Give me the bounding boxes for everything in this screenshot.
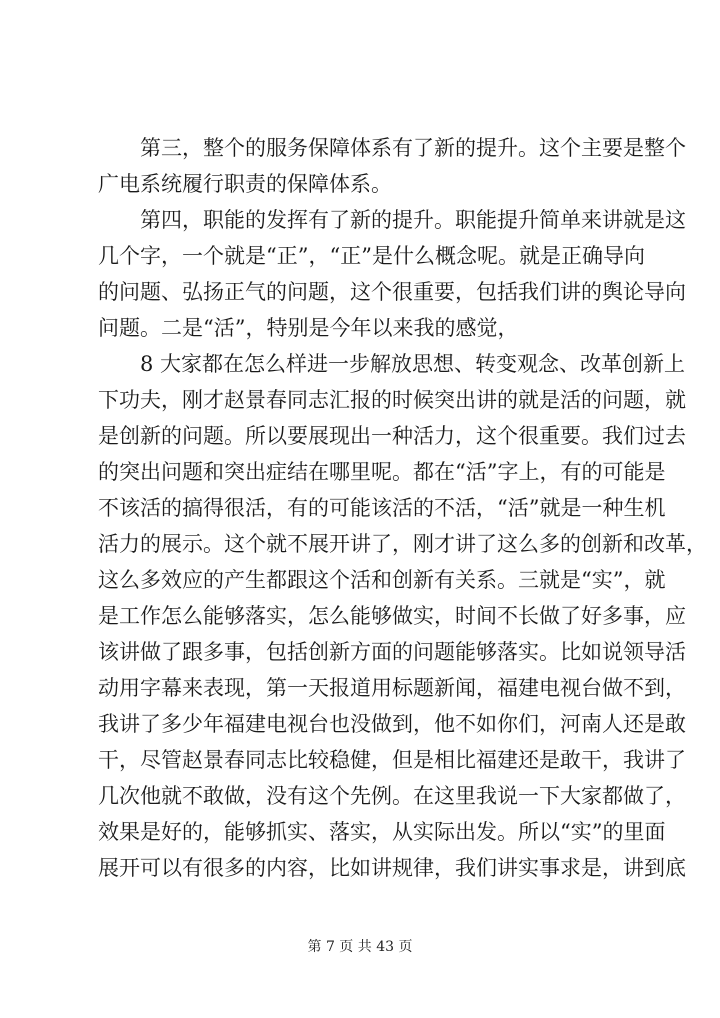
paragraph-line: 问题。二是“活”，特别是今年以来我的感觉， <box>98 316 519 340</box>
paragraph-line: 干，尽管赵景春同志比较稳健，但是相比福建还是敢干，我讲了 <box>98 748 686 772</box>
paragraph-line: 展开可以有很多的内容，比如讲规律，我们讲实事求是，讲到底 <box>98 856 686 880</box>
paragraph-line: 几次他就不敢做，没有这个先例。在这里我说一下大家都做了， <box>98 784 686 808</box>
paragraph-line: 几个字，一个就是“正”，“正”是什么概念呢。就是正确导向 <box>98 244 645 268</box>
paragraph-line: 是工作怎么能够落实，怎么能够做实，时间不长做了好多事，应 <box>98 604 686 628</box>
paragraph-line: 的问题、弘扬正气的问题，这个很重要，包括我们讲的舆论导向 <box>98 280 686 304</box>
paragraph-line: 的突出问题和突出症结在哪里呢。都在“活”字上，有的可能是 <box>98 460 666 484</box>
paragraph-line: 效果是好的，能够抓实、落实，从实际出发。所以“实”的里面 <box>98 820 666 844</box>
paragraph-line: 广电系统履行职责的保障体系。 <box>98 172 392 196</box>
paragraph-line: 动用字幕来表现，第一天报道用标题新闻，福建电视台做不到， <box>98 676 686 700</box>
paragraph-line: 第四，职能的发挥有了新的提升。职能提升简单来讲就是这 <box>140 208 686 232</box>
paragraph-line: 不该活的搞得很活，有的可能该活的不活，“活”就是一种生机 <box>98 496 666 520</box>
paragraph-line: 下功夫，刚才赵景春同志汇报的时候突出讲的就是活的问题，就 <box>98 388 686 412</box>
paragraph-line: 我讲了多少年福建电视台也没做到，他不如你们，河南人还是敢 <box>98 712 686 736</box>
paragraph-line: 第三，整个的服务保障体系有了新的提升。这个主要是整个 <box>140 136 686 160</box>
paragraph-line: 活力的展示。这个就不展开讲了，刚才讲了这么多的创新和改革， <box>98 532 707 556</box>
paragraph-line: 该讲做了跟多事，包括创新方面的问题能够落实。比如说领导活 <box>98 640 686 664</box>
paragraph-line: 8 大家都在怎么样进一步解放思想、转变观念、改革创新上 <box>140 352 686 376</box>
paragraph-line: 这么多效应的产生都跟这个活和创新有关系。三就是“实”，就 <box>98 568 666 592</box>
page-number-footer: 第 7 页 共 43 页 <box>307 939 413 955</box>
paragraph-line: 是创新的问题。所以要展现出一种活力，这个很重要。我们过去 <box>98 424 686 448</box>
